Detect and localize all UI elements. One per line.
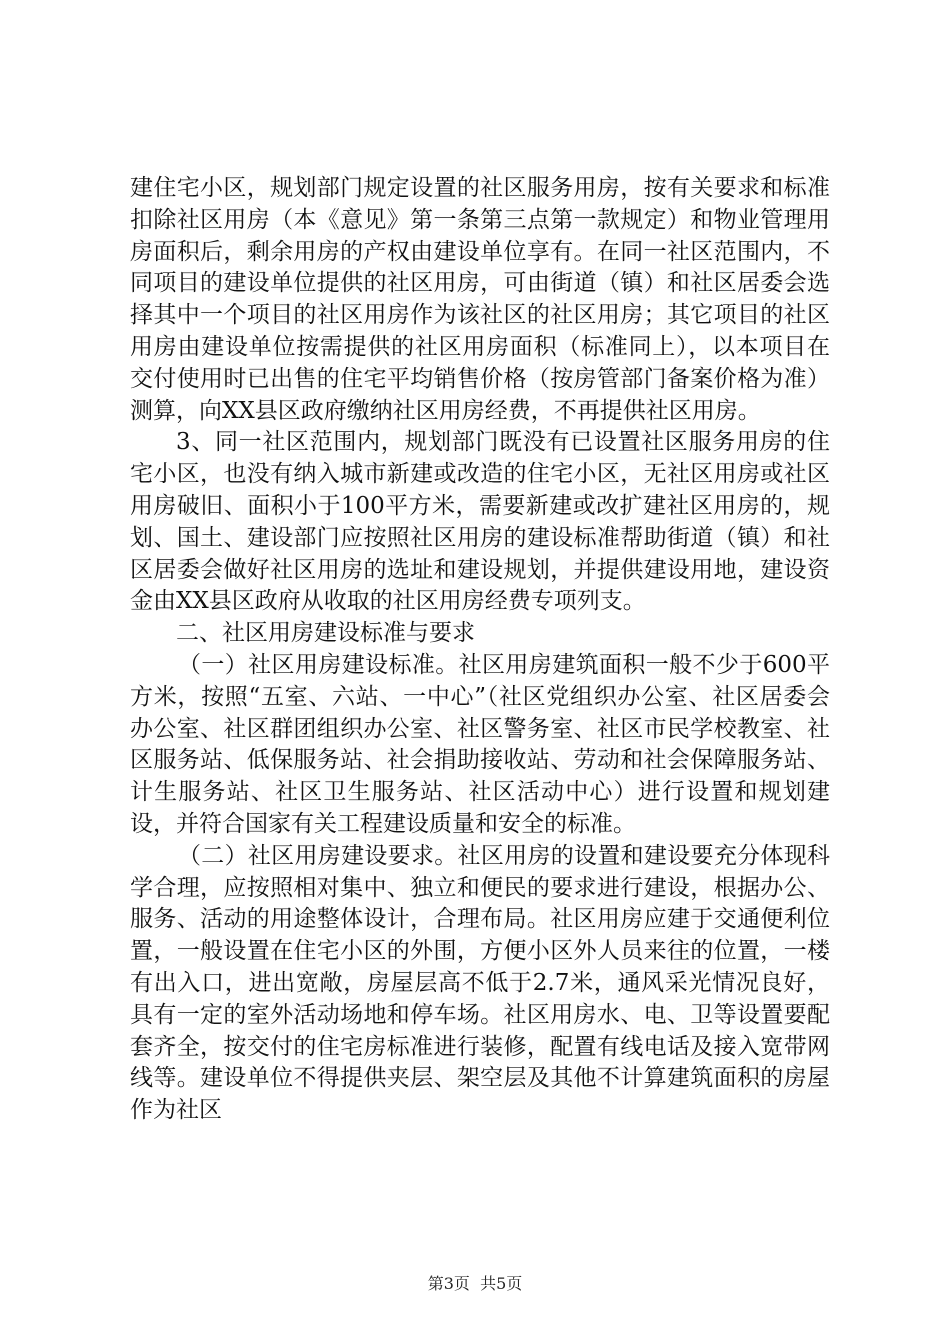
paragraph-standard: （一）社区用房建设标准。社区用房建筑面积一般不少于600平方米，按照“五室、六站、一中心”（社区党组织办公室、社区居委会办公室、社区群团组织办公室、社区警务室、社区市民学校教室、社区服务站、低保服务站、社会捐助接收站、劳动和社会保障服务站、计生服务站、社区卫生服务站、社区活动中心）进行设置和规划建设，并符合国家有关工程建设质量和安全的标准。 <box>130 651 830 837</box>
paragraph-requirements: （二）社区用房建设要求。社区用房的设置和建设要充分体现科学合理，应按照相对集中、独立和便民的要求进行建设，根据办公、服务、活动的用途整体设计，合理布局。社区用房应建于交通便利位置，一般设置在住宅小区的外围，方便小区外人员来往的位置，一楼有出入口，进出宽敞，房屋层高不低于2.7米，通风采光情况良好，具有一定的室外活动场地和停车场。社区用房水、电、卫等设置要配套齐全，按交付的住宅房标准进行装修，配置有线电话及接入宽带网线等。建设单位不得提供夹层、架空层及其他不计算建筑面积的房屋作为社区 <box>130 842 830 1124</box>
paragraph-continuation: 建住宅小区，规划部门规定设置的社区服务用房，按有关要求和标准扣除社区用房（本《意见》第一条第三点第一款规定）和物业管理用房面积后，剩余用房的产权由建设单位享有。在同一社区范围内，不同项目的建设单位提供的社区用房，可由街道（镇）和社区居委会选择其中一个项目的社区用房作为该社区的社区用房；其它项目的社区用房由建设单位按需提供的社区用房面积（标准同上），以本项目在交付使用时已出售的住宅平均销售价格（按房管部门备案价格为准）测算，向XX县区政府缴纳社区用房经费，不再提供社区用房。 <box>130 175 830 424</box>
paragraph-item-3: 3、同一社区范围内，规划部门既没有已设置社区服务用房的住宅小区，也没有纳入城市新建或改造的住宅小区，无社区用房或社区用房破旧、面积小于100平方米，需要新建或改扩建社区用房的，规划、国土、建设部门应按照社区用房的建设标准帮助街道（镇）和社区居委会做好社区用房的选址和建设规划，并提供建设用地，建设资金由XX县区政府从收取的社区用房经费专项列支。 <box>130 429 830 615</box>
document-body <box>130 173 830 1127</box>
section-heading-2: 二、社区用房建设标准与要求 <box>176 620 475 647</box>
page-footer: 第3页 共5页 <box>427 1274 523 1293</box>
